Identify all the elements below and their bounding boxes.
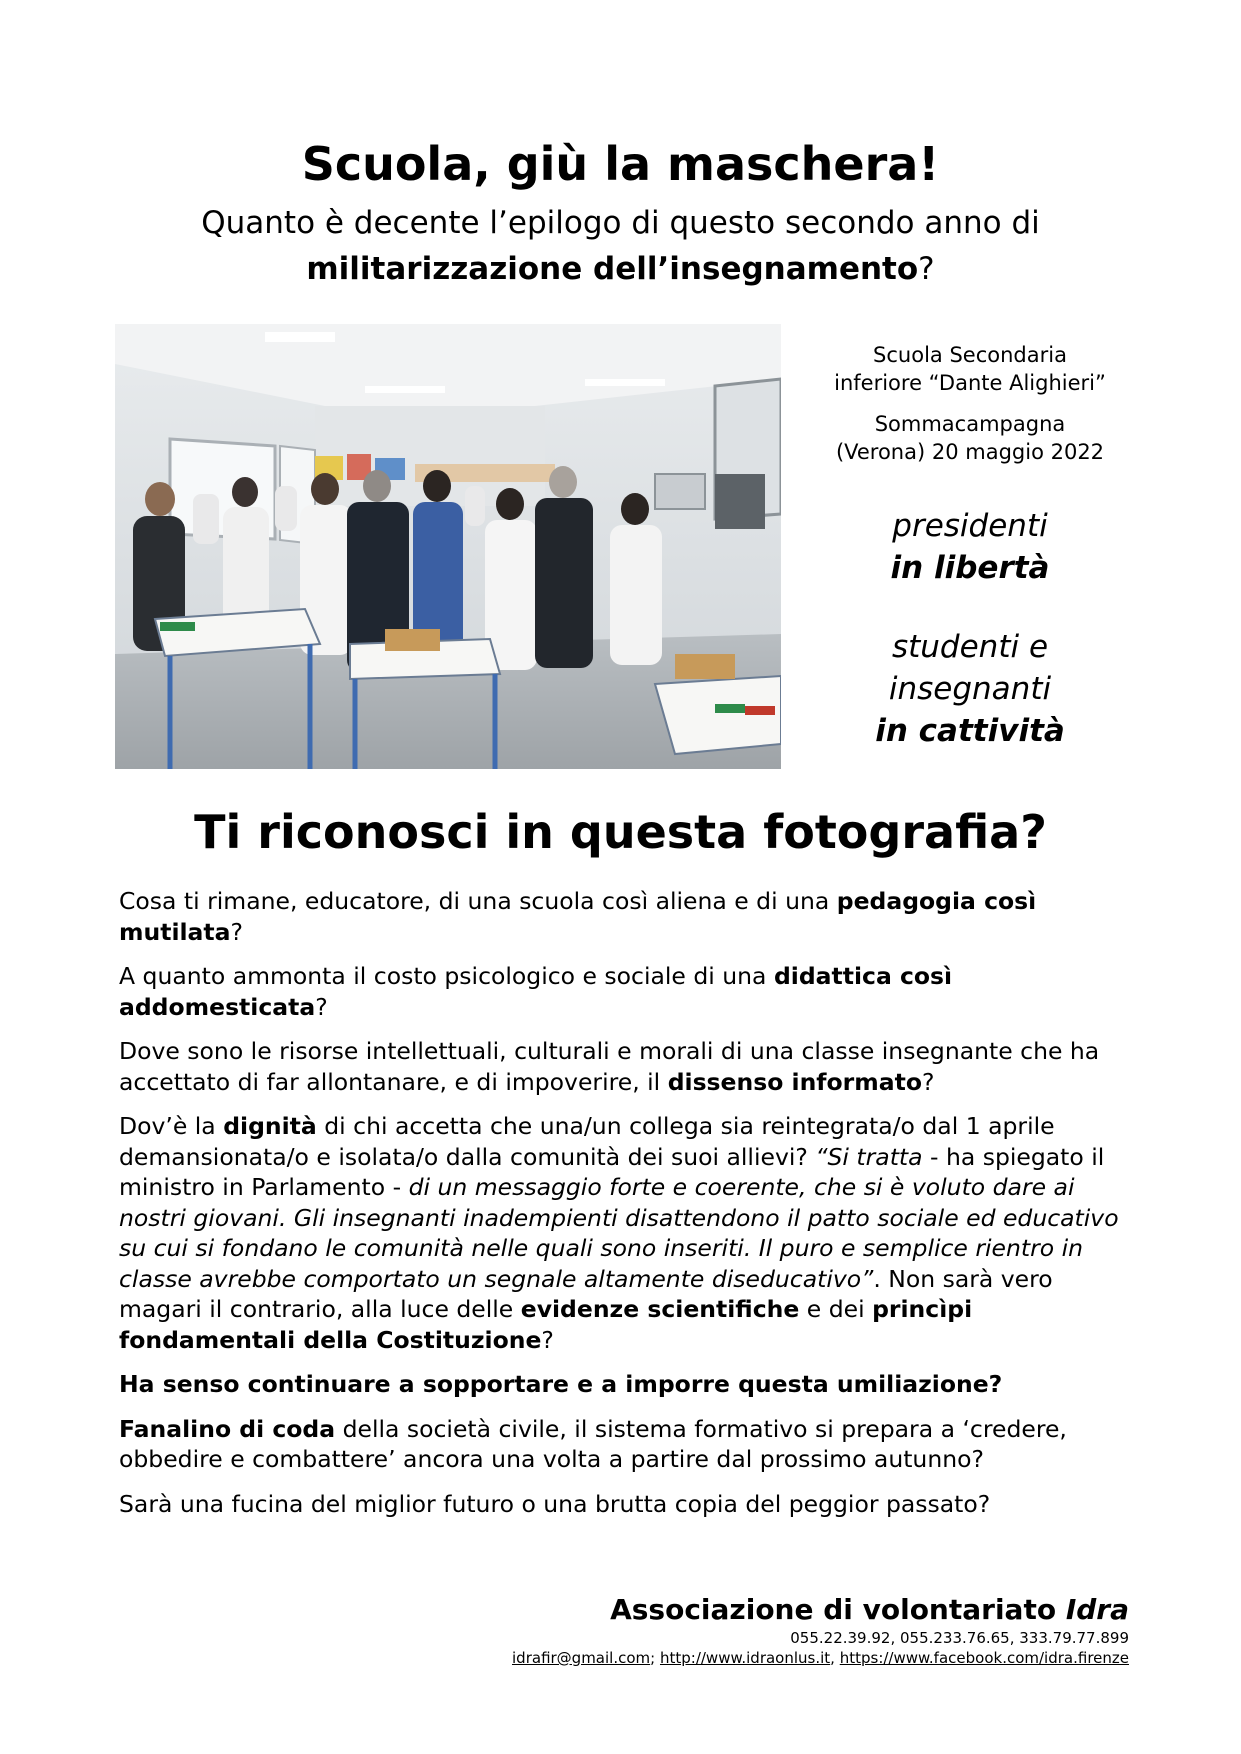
text-run: della società civile, il sistema formativo si prepara a ‘credere, obbedire e combattere’ ancora una volta a partire dal prossimo autunno? xyxy=(119,1414,1067,1473)
org-brand: Idra xyxy=(1065,1593,1129,1626)
text-run: di chi accetta che una/un collega sia reintegrata/o dal 1 aprile demansionata/o e isolata/o dalla comunità dei suoi allievi? xyxy=(119,1112,1055,1171)
web-links xyxy=(512,1648,1129,1668)
text-italic: di un messaggio forte e coerente, che si è voluto dare ai nostri giovani. Gli insegnanti inadempienti disattendono il patto sociale ed educativo su cui si fondano le comunità nelle quali sono inseriti. Il puro e semplice rientro in classe avrebbe comportato un segnale altamente diseducativo” xyxy=(119,1173,1119,1293)
paragraph xyxy=(119,1414,1129,1475)
caption-line: Scuola Secondaria xyxy=(873,343,1067,367)
caption-line: inferiore “Dante Alighieri” xyxy=(834,371,1106,395)
photo-caption-school xyxy=(800,341,1140,397)
paragraph xyxy=(119,961,1129,1022)
separator: ; xyxy=(650,1649,660,1667)
classroom-photo xyxy=(115,324,781,769)
text-run: Dove sono le risorse intellettuali, culturali e morali di una classe insegnante che ha accettato di far allontanare, e di impoverire, il xyxy=(119,1037,1100,1096)
subtitle-emphasis: militarizzazione dell’insegnamento xyxy=(306,251,919,287)
text-bold: Ha senso continuare a sopportare e a imporre questa umiliazione? xyxy=(119,1370,1003,1398)
text-run: e dei xyxy=(799,1295,873,1323)
body-text xyxy=(119,886,1129,1533)
text-bold: evidenze scientifiche xyxy=(520,1295,800,1323)
photo-caption-place xyxy=(800,410,1140,466)
organization-name xyxy=(512,1592,1129,1628)
text-italic: “Si tratta xyxy=(815,1142,923,1171)
slogan-line: studenti e xyxy=(891,629,1049,665)
question-heading: Ti riconosci in questa fotografia? xyxy=(194,805,1047,859)
slogan-line: presidenti xyxy=(892,508,1048,544)
text-bold: didattica così addomesticata xyxy=(119,962,953,1021)
text-bold: princìpi fondamentali della Costituzione xyxy=(119,1295,973,1354)
text-run: - ha spiegato il ministro in Parlamento - xyxy=(119,1142,1105,1201)
text-run: Cosa ti rimane, educatore, di una scuola così aliena e di una xyxy=(119,887,837,915)
paragraph xyxy=(119,1369,1129,1400)
text-bold: pedagogia così mutilata xyxy=(119,887,1037,946)
text-bold: dignità xyxy=(223,1112,317,1140)
caption-line: (Verona) 20 maggio 2022 xyxy=(835,440,1105,464)
caption-line: Sommacampagna xyxy=(874,412,1066,436)
separator: , xyxy=(830,1649,840,1667)
page-subtitle xyxy=(0,200,1241,292)
slogan-students xyxy=(800,626,1140,752)
text-run: ? xyxy=(922,1067,935,1096)
text-run: Dov’è la xyxy=(119,1112,224,1140)
website-link[interactable]: http://www.idraonlus.it xyxy=(659,1649,831,1667)
phone-numbers: 055.22.39.92, 055.233.76.65, 333.79.77.899 xyxy=(790,1629,1129,1647)
paragraph xyxy=(119,1489,1129,1520)
paragraph xyxy=(119,1111,1129,1355)
text-run: ? xyxy=(541,1325,554,1354)
text-bold: Fanalino di coda xyxy=(119,1414,336,1443)
slogan-line-strong: in cattività xyxy=(875,713,1065,749)
text-run: A quanto ammonta il costo psicologico e sociale di una xyxy=(119,962,774,990)
page-title: Scuola, giù la maschera! xyxy=(301,137,940,191)
slogan-presidents xyxy=(800,505,1140,589)
text-run: ? xyxy=(230,917,243,946)
subtitle-text: Quanto è decente l’epilogo di questo secondo anno di xyxy=(201,205,1040,241)
slogan-line: insegnanti xyxy=(888,671,1052,707)
org-prefix: Associazione di volontariato xyxy=(610,1593,1066,1626)
email-link[interactable]: idrafir@gmail.com xyxy=(512,1649,651,1667)
subtitle-end: ? xyxy=(918,251,935,287)
footer-contacts xyxy=(512,1592,1129,1668)
slogan-line-strong: in libertà xyxy=(890,550,1050,586)
facebook-link[interactable]: https://www.facebook.com/idra.firenze xyxy=(839,1649,1129,1667)
text-run: ? xyxy=(315,992,328,1021)
paragraph xyxy=(119,886,1129,947)
text-bold: dissenso informato xyxy=(667,1067,922,1096)
text-run: Sarà una fucina del miglior futuro o una brutta copia del peggior passato? xyxy=(119,1489,991,1518)
paragraph xyxy=(119,1036,1129,1097)
text-run: . Non sarà vero magari il contrario, alla luce delle xyxy=(119,1264,1053,1323)
